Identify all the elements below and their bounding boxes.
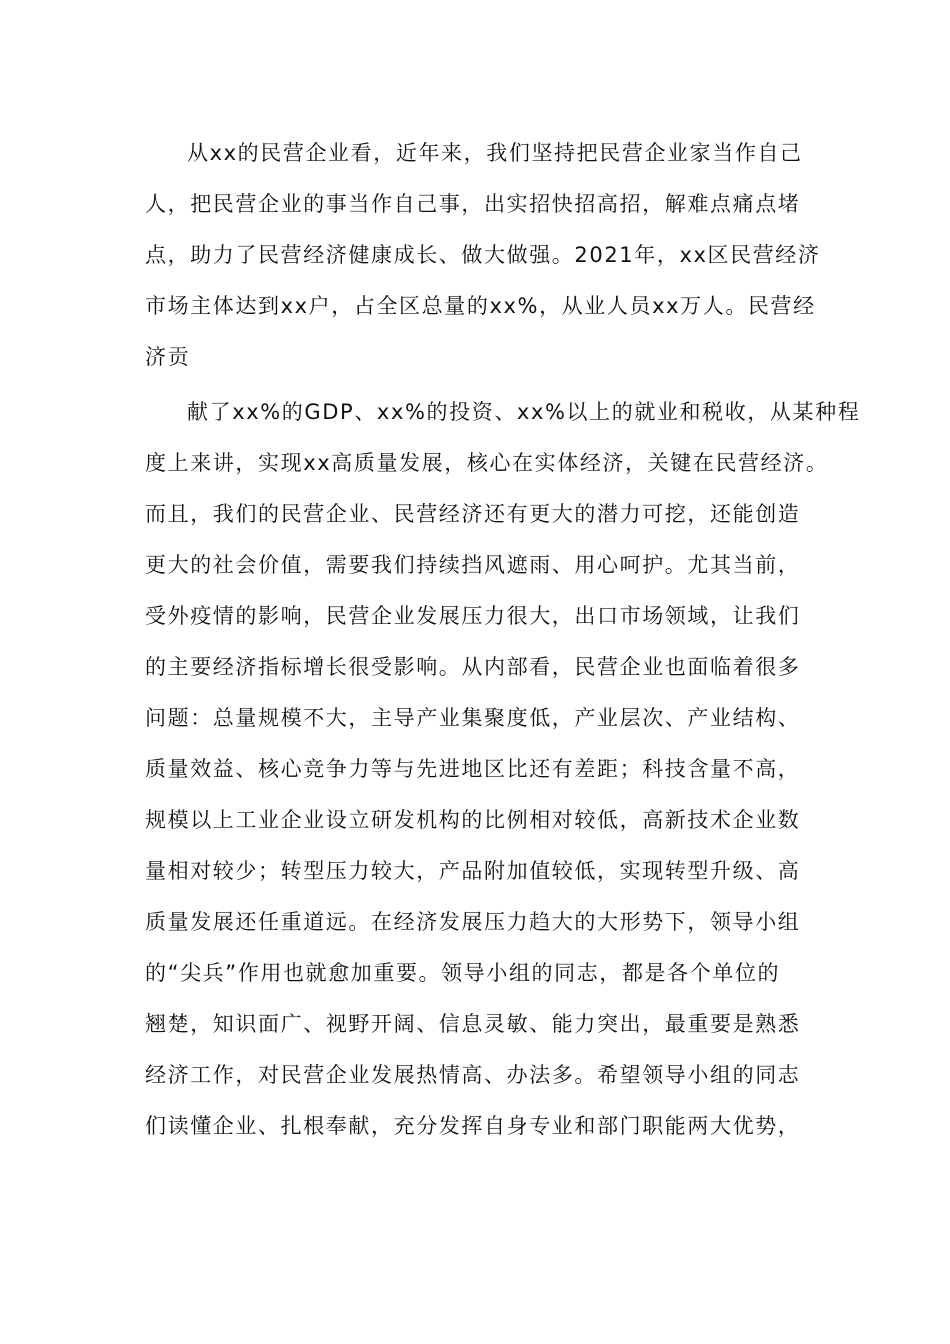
text-line: 质量发展还任重道远。在经济发展压力趋大的大形势下，领导小组 [145, 910, 801, 934]
text-line: 更大的社会价值，需要我们持续挡风遮雨、用心呵护。尤其当前， [145, 553, 801, 577]
text-line: 从xx的民营企业看，近年来，我们坚持把民营企业家当作自己 [187, 141, 803, 165]
text-line: 量相对较少；转型压力较大，产品附加值较低，实现转型升级、高 [145, 859, 801, 883]
text-line: 度上来讲，实现xx高质量发展，核心在实体经济，关键在民营经济。 [145, 451, 829, 475]
text-line: 受外疫情的影响，民营企业发展压力很大，出口市场领域，让我们 [145, 604, 801, 628]
text-line: 翘楚，知识面广、视野开阔、信息灵敏、能力突出，最重要是熟悉 [145, 1012, 801, 1036]
text-line: 质量效益、核心竞争力等与先进地区比还有差距；科技含量不高， [145, 757, 801, 781]
text-line: 献了xx%的GDP、xx%的投资、xx%以上的就业和税收，从某种程 [187, 400, 861, 424]
text-line: 的主要经济指标增长很受影响。从内部看，民营企业也面临着很多 [145, 655, 801, 679]
text-line: 济贡 [145, 345, 191, 369]
text-line: 人，把民营企业的事当作自己事，出实招快招高招，解难点痛点堵 [145, 192, 801, 216]
text-line: 问题：总量规模不大，主导产业集聚度低，产业层次、产业结构、 [145, 706, 801, 730]
text-line: 而且，我们的民营企业、民营经济还有更大的潜力可挖，还能创造 [145, 502, 801, 526]
text-line: 点，助力了民营经济健康成长、做大做强。2021年，xx区民营经济 [145, 243, 821, 267]
text-line: 的“尖兵”作用也就愈加重要。领导小组的同志，都是各个单位的 [145, 961, 781, 985]
text-line: 经济工作，对民营企业发展热情高、办法多。希望领导小组的同志 [145, 1063, 801, 1087]
text-line: 市场主体达到xx户，占全区总量的xx%，从业人员xx万人。民营经 [145, 294, 816, 318]
text-line: 规模以上工业企业设立研发机构的比例相对较低，高新技术企业数 [145, 808, 801, 832]
text-line: 们读懂企业、扎根奉献，充分发挥自身专业和部门职能两大优势， [145, 1114, 801, 1138]
